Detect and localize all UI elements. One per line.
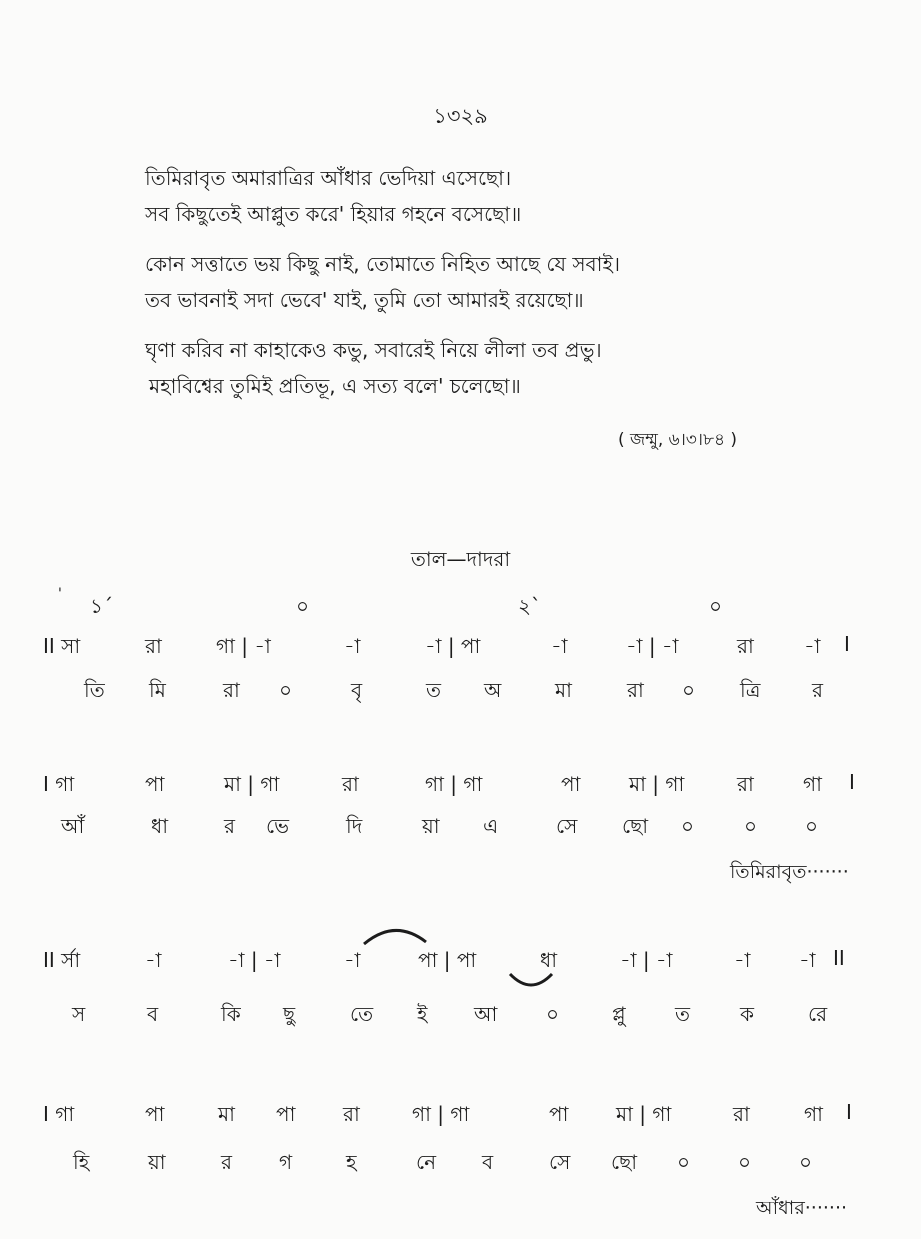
- lyric-line: তব ভাবনাই সদা ভেবে' যাই, তুমি তো আমারই রয়েছো॥: [145, 288, 584, 312]
- swara-cell: II র্সা: [43, 948, 81, 972]
- beat-mark: ০: [709, 594, 723, 618]
- swara-cell: -া | পা: [425, 634, 481, 658]
- refrain-cue: তিমিরাবৃত·······: [730, 861, 849, 883]
- swara-cell: -া: [734, 948, 751, 972]
- bol-cell: তি: [84, 678, 105, 702]
- bol-cell: র: [812, 678, 824, 702]
- bol-cell: বৃ: [351, 678, 363, 702]
- swara-cell: -া | -া: [228, 948, 281, 972]
- bol-cell: ক: [740, 1002, 754, 1026]
- swara-cell: গা: [804, 1102, 823, 1126]
- bol-cell: ই: [417, 1002, 428, 1026]
- bol-cell: ত্রি: [740, 678, 761, 702]
- swara-cell: গা: [803, 772, 822, 796]
- bol-cell: ০: [677, 1150, 691, 1174]
- swara-cell: মা: [218, 1102, 235, 1126]
- swara-cell: মা | গা: [616, 1102, 672, 1126]
- bol-cell: ত: [675, 1002, 691, 1026]
- bol-cell: আঁ: [61, 814, 85, 838]
- lyric-line: কোন সত্তাতে ভয় কিছু নাই, তোমাতে নিহিত আছে যে সবাই।: [145, 252, 621, 276]
- bol-cell: র: [224, 814, 236, 838]
- swara-cell: -া: [145, 948, 162, 972]
- bol-cell: ছো: [622, 814, 649, 838]
- slur-under: [506, 970, 556, 992]
- bol-cell: ০: [546, 1002, 560, 1026]
- swara-cell: মা | গা: [224, 772, 280, 796]
- lyric-line: ঘৃণা করিব না কাহাকেও কভু, সবারেই নিয়ে লীলা তব প্রভু।: [145, 338, 602, 362]
- bol-cell: ভে: [266, 814, 290, 838]
- swara-cell: ধা: [540, 948, 558, 972]
- swara-row: [0, 1100, 921, 1130]
- swara-cell: রা: [737, 772, 754, 796]
- swara-cell: -া: [799, 948, 816, 972]
- lyric-line: মহাবিশ্বের তুমিই প্রতিভূ, এ সত্য বলে' চলেছো॥: [149, 374, 521, 398]
- swara-row: [0, 770, 921, 800]
- swara-cell: I: [846, 1100, 852, 1124]
- bol-cell: ০: [799, 1150, 813, 1174]
- bol-cell: ধা: [151, 814, 169, 838]
- swara-cell: -া | -া: [626, 634, 679, 658]
- swara-cell: -া: [344, 634, 361, 658]
- bol-cell: দি: [346, 814, 363, 838]
- bol-cell: আ: [474, 1002, 498, 1026]
- swara-cell: I: [844, 632, 850, 656]
- bol-row: [0, 1148, 921, 1178]
- bol-cell: প্লু: [612, 1002, 626, 1026]
- beat-mark: ২`: [518, 594, 542, 618]
- bol-cell: নে: [416, 1150, 437, 1174]
- bol-cell: য়া: [422, 814, 440, 838]
- bol-cell: ব: [482, 1150, 494, 1174]
- swara-cell: রা: [343, 1102, 360, 1126]
- swara-cell: মা | গা: [629, 772, 685, 796]
- swara-cell: পা: [145, 1102, 165, 1126]
- bol-cell: ছু: [283, 1002, 296, 1026]
- swara-cell: I গা: [43, 772, 75, 796]
- date-reference: ( জম্মু, ৬।৩।৮৪ ): [618, 430, 738, 450]
- page-number: ১৩২৯: [433, 104, 488, 128]
- swara-cell: I: [849, 770, 855, 794]
- swara-cell: পা: [549, 1102, 569, 1126]
- swara-cell: I গা: [43, 1102, 75, 1126]
- bol-cell: ব: [147, 1002, 159, 1026]
- bol-cell: ০: [744, 814, 758, 838]
- swara-row: [0, 632, 921, 662]
- swara-cell: পা: [145, 772, 165, 796]
- bol-cell: এ: [483, 814, 499, 838]
- bol-cell: মি: [149, 678, 166, 702]
- swara-row: [0, 946, 921, 976]
- swara-cell: রা: [342, 772, 359, 796]
- swara-cell: পা: [276, 1102, 296, 1126]
- bol-cell: র: [221, 1150, 233, 1174]
- swara-cell: গা | -া: [216, 634, 271, 658]
- swara-cell: রা: [733, 1102, 750, 1126]
- swara-cell: -া | -া: [620, 948, 673, 972]
- lyric-line: তিমিরাবৃত অমারাত্রির আঁধার ভেদিয়া এসেছো।: [145, 166, 512, 190]
- swara-cell: গা | গা: [412, 1102, 470, 1126]
- bol-cell: গ: [279, 1150, 293, 1174]
- bol-cell: ০: [805, 814, 819, 838]
- bol-row: [0, 812, 921, 842]
- taal-heading: তাল—দাদরা: [410, 547, 511, 571]
- bol-cell: হি: [73, 1150, 90, 1174]
- bol-row: [0, 676, 921, 706]
- bol-cell: ০: [681, 814, 695, 838]
- swara-cell: পা | পা: [418, 948, 477, 972]
- bol-cell: অ: [484, 678, 502, 702]
- bol-cell: ছো: [611, 1150, 638, 1174]
- beat-mark: ১´: [90, 594, 113, 618]
- slur-over: [360, 924, 430, 948]
- lyrics-block: [145, 160, 865, 404]
- swara-cell: রা: [145, 634, 162, 658]
- swara-cell: রা: [737, 634, 754, 658]
- swara-cell: II সা: [43, 634, 81, 658]
- refrain-cue: আঁধার·······: [756, 1197, 848, 1219]
- bol-cell: ত: [426, 678, 442, 702]
- bol-cell: সে: [549, 1150, 571, 1174]
- bol-cell: স: [72, 1002, 86, 1026]
- swara-cell: -া: [804, 634, 821, 658]
- beat-mark: ০: [296, 594, 310, 618]
- bol-cell: রে: [808, 1002, 828, 1026]
- bol-cell: ০: [738, 1150, 752, 1174]
- bol-cell: সে: [556, 814, 578, 838]
- bol-cell: রা: [223, 678, 240, 702]
- bol-row: [0, 1000, 921, 1030]
- swara-cell: -া: [344, 948, 361, 972]
- swara-cell: -া: [551, 634, 568, 658]
- bol-cell: মা: [555, 678, 572, 702]
- bol-cell: হ: [346, 1150, 357, 1174]
- bol-cell: ০: [279, 678, 293, 702]
- bol-cell: কি: [221, 1002, 241, 1026]
- swara-cell: পা: [561, 772, 581, 796]
- bol-cell: তে: [350, 1002, 374, 1026]
- swara-cell: গা | গা: [425, 772, 483, 796]
- bol-cell: রা: [627, 678, 644, 702]
- lyric-line: সব কিছুতেই আপ্লুত করে' হিয়ার গহনে বসেছো॥: [145, 202, 522, 226]
- bol-cell: ০: [682, 678, 696, 702]
- beat-marks-row: [0, 592, 921, 622]
- tick-mark: ': [58, 586, 62, 602]
- bol-cell: য়া: [148, 1150, 166, 1174]
- swara-cell: II: [833, 946, 845, 970]
